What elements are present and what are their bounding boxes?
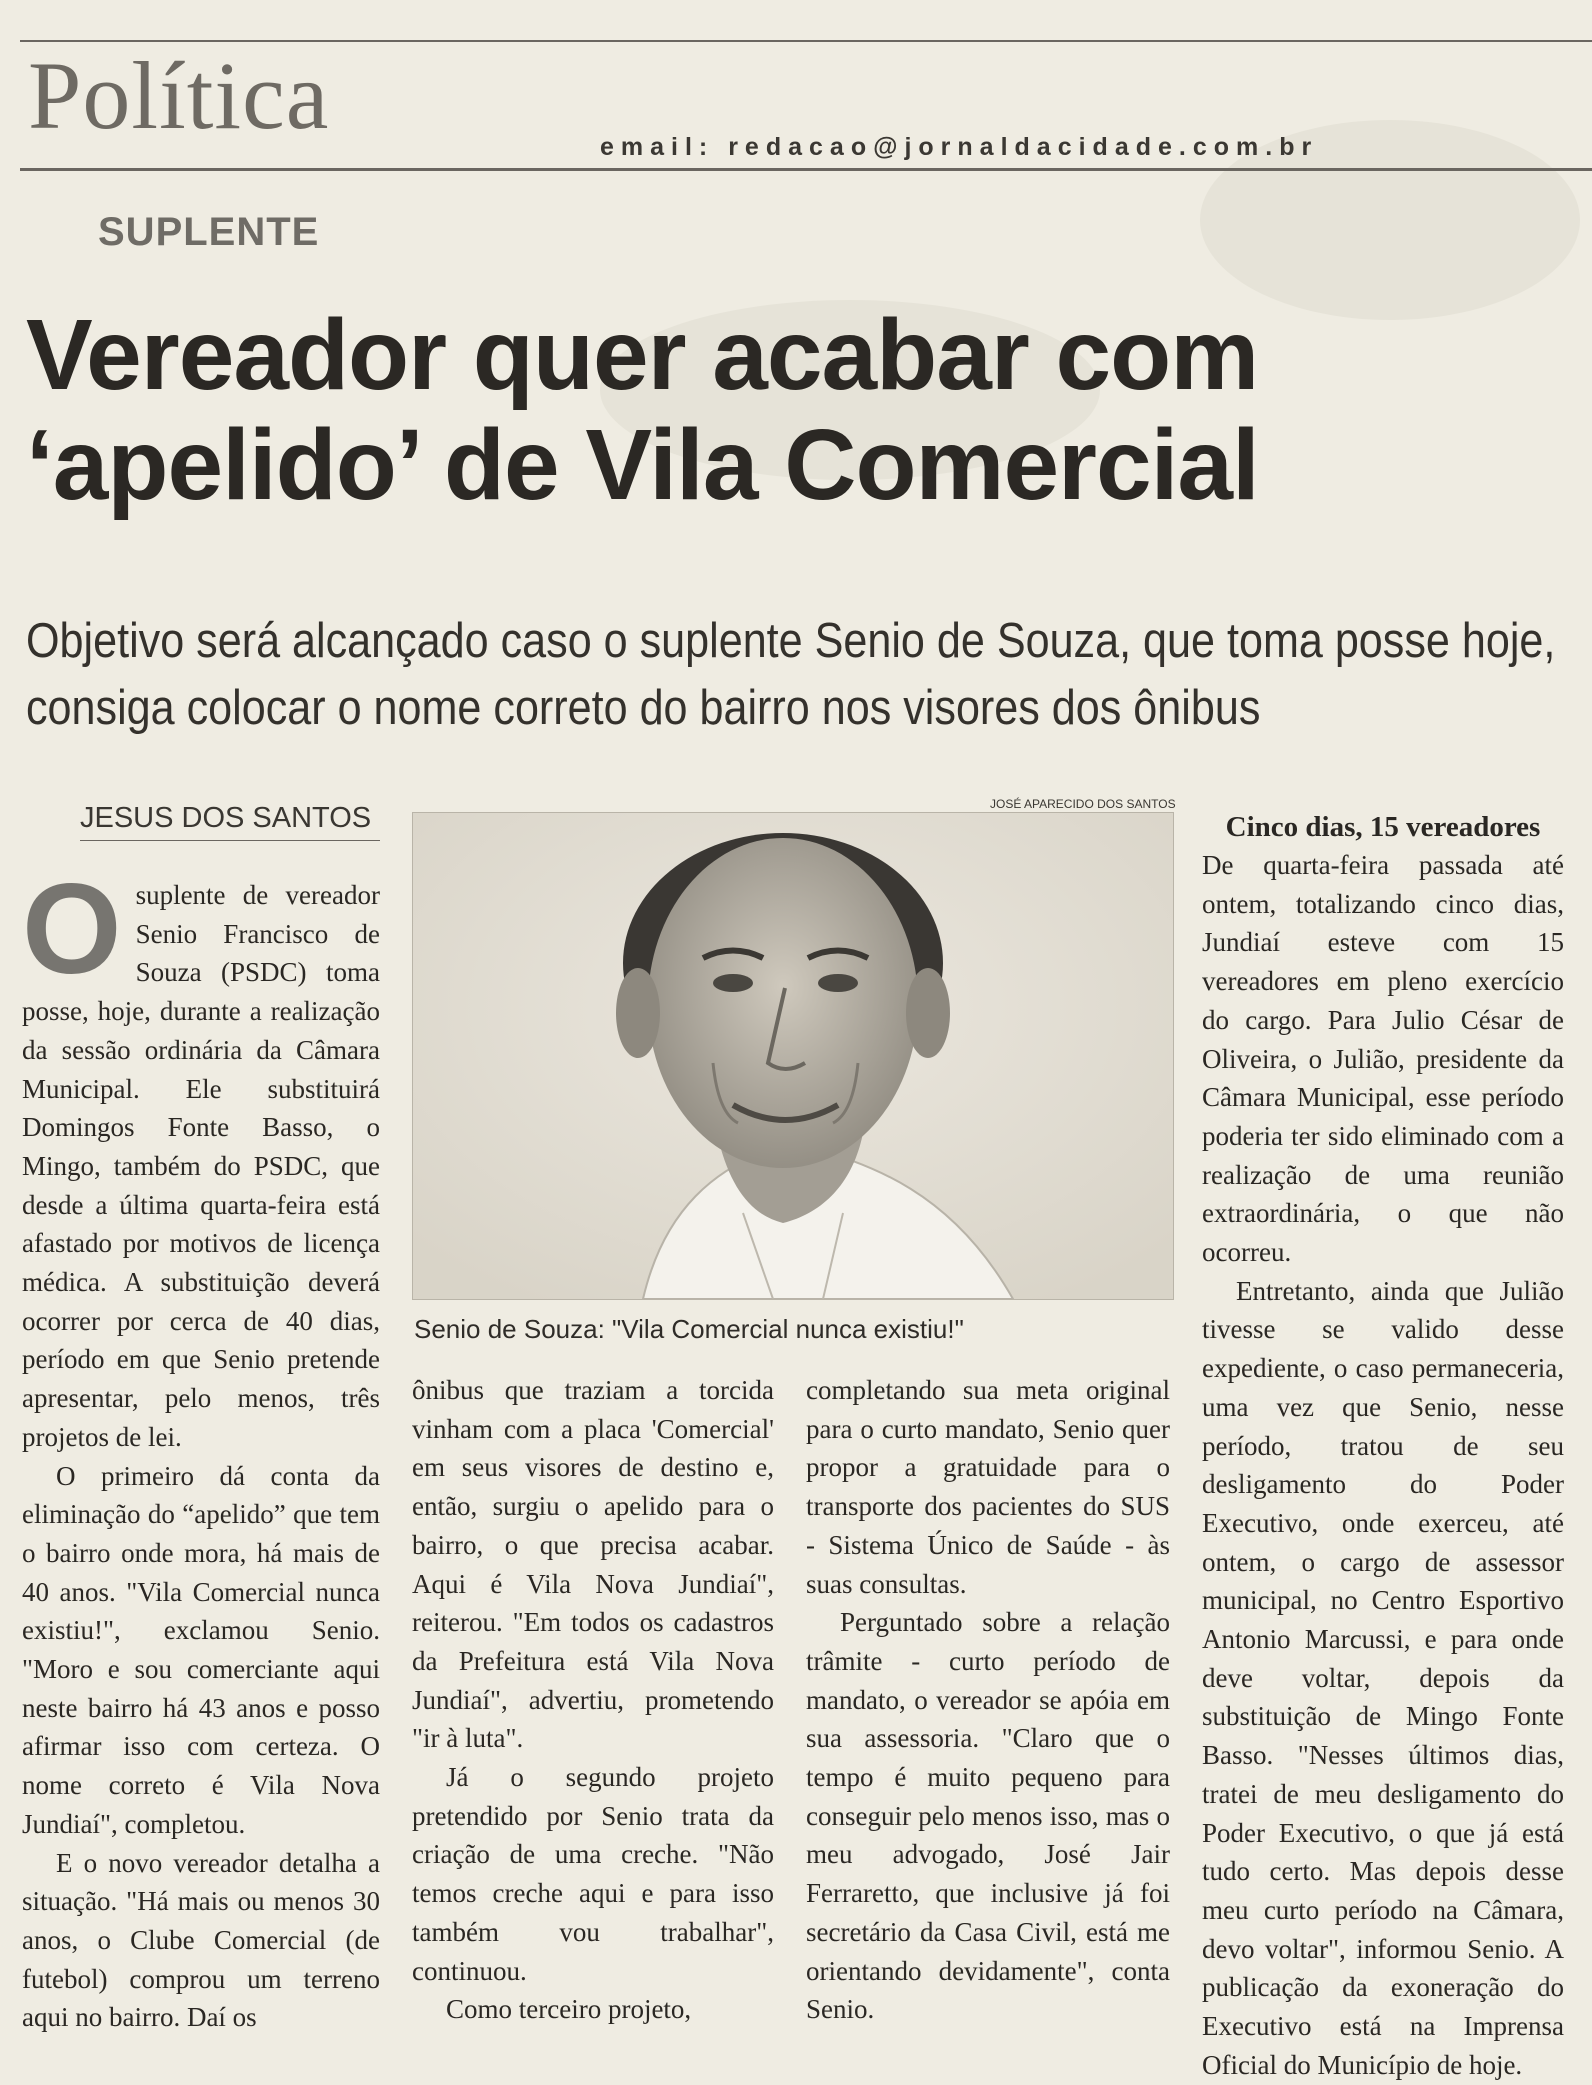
column-paragraph: Entretanto, ainda que Julião tivesse se valido desse expediente, o caso permaneceria, uma vez que Senio, nesse período, tratou de seu desligamento do Poder Executivo, onde exerceu, até ontem, o cargo de assessor municipal, no Centro Esportivo Antonio Marcussi, e para onde deve voltar, depois da substituição de Mingo Fonte Basso. "Nesses últimos dias, tratei de meu desligamento do Poder Executivo, o que já está tudo certo. Mas depois desse meu curto período na Câmara, devo voltar", informou Senio. A publicação da exoneração do Executivo está na Imprensa Oficial do Município de hoje. bbox=[1202, 1275, 1564, 2080]
column-paragraph: Como terceiro projeto, bbox=[446, 1994, 692, 2025]
photo-credit: JOSÉ APARECIDO DOS SANTOS bbox=[990, 797, 1176, 811]
drop-cap: O bbox=[22, 858, 122, 1001]
column-paragraph: E o novo vereador detalha a situação. "Há mais ou menos 30 anos, o Clube Comercial (de futebol) comprou um terreno aqui no bairro. Daí os bbox=[22, 1847, 380, 2033]
portrait-illustration bbox=[413, 813, 1173, 1299]
column-paragraph: Osuplente de vereador Senio Francisco de Souza (PSDC) toma posse, hoje, durante a realização da sessão ordinária da Câmara Municipal. Ele substituirá Domingos Fonte Basso, o Mingo, também do PSDC, que desde a última quarta-feira está afastado por motivos de licença médica. A substituição deverá ocorrer por cerca de 40 dias, período em que Senio pretende apresentar, pelo menos, três projetos de lei. bbox=[22, 858, 380, 1452]
column-paragraph: completando sua meta original para o curto mandato, Senio quer propor a gratuidade para o transporte dos pacientes do SUS - Sistema Único de Saúde - às suas consultas. bbox=[806, 1375, 1170, 1599]
article-subhead: Objetivo será alcançado caso o suplente Senio de Souza, que toma posse hoje, consiga colocar o nome correto do bairro nos visores dos ônibus bbox=[26, 614, 1556, 735]
column-subtitle: Cinco dias, 15 vereadores bbox=[1225, 811, 1541, 843]
article-headline: Vereador quer acabar com ‘apelido’ de Vila Comercial bbox=[26, 299, 1259, 521]
column-paragraph: Perguntado sobre a relação trâmite - curto período de mandato, o vereador se apóia em sua assessoria. "Claro que o tempo é muito pequeno para conseguir pelo menos isso, mas o meu advogado, José Jair Ferraretto, que inclusive já foi secretário da Casa Civil, está me orientando devidamente", conta Senio. bbox=[806, 1607, 1170, 2025]
masthead-rule bbox=[20, 168, 1592, 171]
article-column-4 bbox=[1202, 808, 1564, 2085]
column-paragraph: Já o segundo projeto pretendido por Senio trata da criação de uma creche. "Não temos creche aqui e para isso também vou trabalhar", continuou. bbox=[412, 1762, 774, 1986]
byline: JESUS DOS SANTOS bbox=[80, 802, 372, 834]
article-column-1 bbox=[22, 858, 380, 2037]
byline-rule bbox=[80, 840, 380, 841]
contact-email: email: redacao@jornaldacidade.com.br bbox=[600, 133, 1319, 161]
article-column-3 bbox=[806, 1371, 1170, 2029]
section-title: Política bbox=[28, 42, 330, 149]
column-paragraph: ônibus que traziam a torcida vinham com a placa 'Comercial' em seus visores de destino e, então, surgiu o apelido para o bairro, o que precisa acabar. Aqui é Vila Nova Jundiaí", reiterou. "Em todos os cadastros da Prefeitura está Vila Nova Jundiaí", advertiu, prometendo "ir à luta". bbox=[412, 1375, 774, 1754]
article-kicker: SUPLENTE bbox=[98, 210, 320, 254]
column-paragraph: O primeiro dá conta da eliminação do “apelido” que tem o bairro onde mora, há mais de 40 anos. "Vila Comercial nunca existiu!", exclamou Senio. "Moro e sou comerciante aqui neste bairro há 43 anos e posso afirmar isso com certeza. O nome correto é Vila Nova Jundiaí", completou. bbox=[22, 1460, 380, 1839]
article-column-2 bbox=[412, 1371, 774, 2029]
photo-caption: Senio de Souza: "Vila Comercial nunca existiu!" bbox=[414, 1314, 964, 1344]
column-paragraph: De quarta-feira passada até ontem, totalizando cinco dias, Jundiaí esteve com 15 vereadores em pleno exercício do cargo. Para Julio César de Oliveira, o Julião, presidente da Câmara Municipal, esse período poderia ter sido eliminado com a realização de uma reunião extraordinária, o que não ocorreu. bbox=[1202, 850, 1564, 1268]
portrait-photo bbox=[412, 812, 1174, 1300]
